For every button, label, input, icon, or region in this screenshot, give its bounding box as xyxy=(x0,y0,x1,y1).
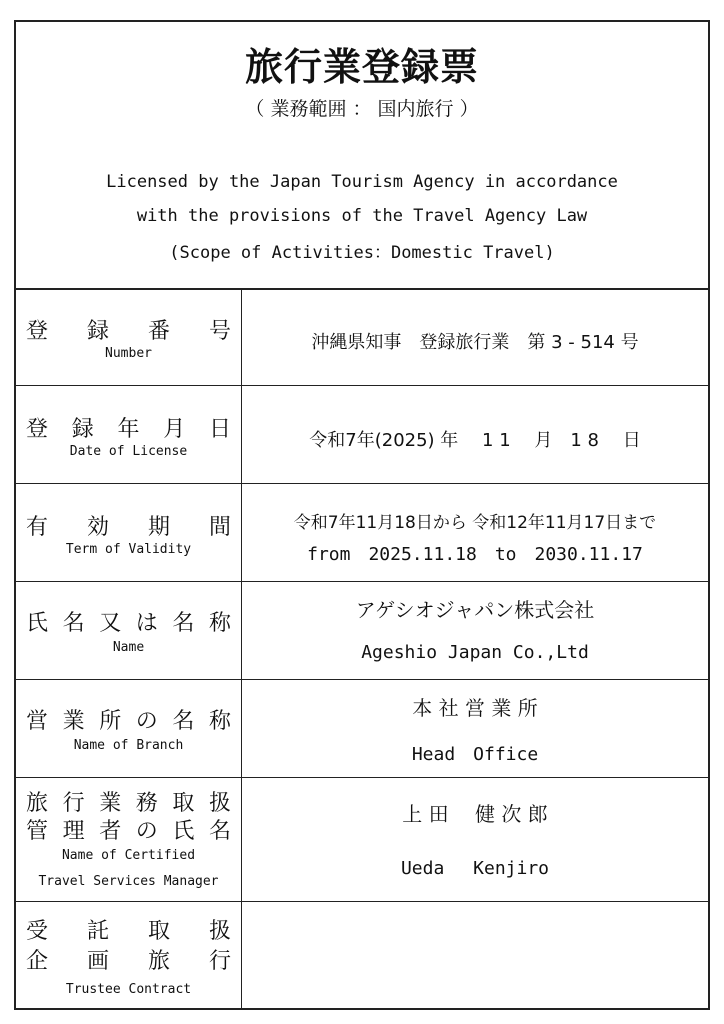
value-trustee-contract xyxy=(242,902,708,1008)
label-char: 名 xyxy=(62,611,85,636)
label-char: 氏 xyxy=(26,611,49,636)
branch-name-ja: 本 社 営 業 所 xyxy=(412,696,538,720)
value-name xyxy=(242,582,708,679)
label-char: 氏 xyxy=(172,819,195,844)
registration-number-text: 沖縄県知事 登録旅行業 第 3 - 514 号 xyxy=(311,332,639,353)
label-char: 画 xyxy=(86,949,109,974)
company-name-en: Ageshio Japan Co.,Ltd xyxy=(361,642,589,663)
label-char: 名 xyxy=(172,611,195,636)
label-ja-line-1 xyxy=(26,786,231,817)
label-char: 登 xyxy=(26,319,49,344)
certificate-title: 旅行業登録票 xyxy=(244,45,479,89)
label-char: 旅 xyxy=(147,949,170,974)
label-char: 旅 xyxy=(26,791,49,816)
label-char: 営 xyxy=(26,709,49,734)
value-branch xyxy=(242,680,708,777)
row-term-of-validity xyxy=(16,484,708,582)
label-ja-line-2 xyxy=(26,944,231,975)
label-en-line-1: Name of Certified xyxy=(61,848,196,863)
label-en-line-2: Travel Services Manager xyxy=(38,874,219,889)
label-char: 期 xyxy=(147,515,170,540)
label-name xyxy=(16,582,242,679)
value-date-of-license xyxy=(242,386,708,483)
label-ja xyxy=(26,412,231,443)
licensed-line-1: Licensed by the Japan Tourism Agency in accordance xyxy=(106,172,618,192)
label-char: 理 xyxy=(62,819,85,844)
label-char: 間 xyxy=(208,515,231,540)
branch-name-en: Head Office xyxy=(411,744,539,765)
label-date-of-license xyxy=(16,386,242,483)
label-en: Term of Validity xyxy=(65,542,192,557)
row-trustee-contract xyxy=(16,902,708,1008)
label-term-of-validity xyxy=(16,484,242,581)
label-char: 管 xyxy=(26,819,49,844)
label-char: の xyxy=(135,709,158,734)
label-char: 所 xyxy=(99,709,122,734)
row-name xyxy=(16,582,708,680)
row-certified-manager xyxy=(16,778,708,902)
label-char: 扱 xyxy=(208,919,231,944)
label-char: 月 xyxy=(163,417,186,442)
label-char: 企 xyxy=(26,949,49,974)
row-registration-number xyxy=(16,288,708,386)
label-en: Trustee Contract xyxy=(65,982,192,997)
label-char: は xyxy=(135,611,158,636)
label-certified-manager xyxy=(16,778,242,901)
label-en: Date of License xyxy=(69,444,188,459)
term-ja-text: 令和7年11月18日から 令和12年11月17日まで xyxy=(293,513,657,533)
label-branch xyxy=(16,680,242,777)
label-char: 録 xyxy=(86,319,109,344)
label-char: 効 xyxy=(86,515,109,540)
label-ja xyxy=(26,704,231,735)
label-char: 年 xyxy=(117,417,140,442)
label-char: 称 xyxy=(208,709,231,734)
scope-of-business-ja: （ 業務範囲 ： 国内旅行 ） xyxy=(245,98,479,120)
label-char: 業 xyxy=(62,709,85,734)
label-char: 称 xyxy=(208,611,231,636)
label-ja-line-2 xyxy=(26,814,231,845)
label-ja-line-1 xyxy=(26,914,231,945)
label-char: 業 xyxy=(99,791,122,816)
label-char: 又 xyxy=(99,611,122,636)
value-term-of-validity xyxy=(242,484,708,581)
label-char: の xyxy=(135,819,158,844)
label-char: 受 xyxy=(26,919,49,944)
label-en: Name xyxy=(112,640,145,655)
label-char: 託 xyxy=(86,919,109,944)
label-char: 名 xyxy=(208,819,231,844)
date-of-license-text: 令和7年(2025) 年 1 1 月 1 8 日 xyxy=(309,430,641,451)
label-char: 名 xyxy=(172,709,195,734)
label-trustee-contract xyxy=(16,902,242,1008)
manager-name-ja: 上 田 健 次 郎 xyxy=(402,802,548,826)
label-char: 行 xyxy=(62,791,85,816)
row-branch xyxy=(16,680,708,778)
label-en: Number xyxy=(105,346,152,361)
licensed-line-2: with the provisions of the Travel Agency Law xyxy=(136,206,588,226)
travel-agency-registration-certificate xyxy=(14,20,710,1010)
label-ja xyxy=(26,606,231,637)
row-date-of-license xyxy=(16,386,708,484)
label-char: 者 xyxy=(99,819,122,844)
company-name-ja: アゲシオジャパン株式会社 xyxy=(355,598,595,622)
value-certified-manager xyxy=(242,778,708,901)
label-char: 番 xyxy=(147,319,170,344)
label-char: 務 xyxy=(135,791,158,816)
term-en-text: from 2025.11.18 to 2030.11.17 xyxy=(307,544,643,565)
value-registration-number xyxy=(242,288,708,385)
label-char: 行 xyxy=(208,949,231,974)
certificate-header xyxy=(16,22,708,290)
label-ja xyxy=(26,314,231,345)
label-char: 扱 xyxy=(208,791,231,816)
label-char: 取 xyxy=(172,791,195,816)
label-en: Name of Branch xyxy=(73,738,184,753)
label-registration-number xyxy=(16,288,242,385)
label-char: 有 xyxy=(26,515,49,540)
label-char: 登 xyxy=(26,417,49,442)
licensed-line-3: (Scope of Activities：Domestic Travel) xyxy=(169,243,555,263)
label-char: 号 xyxy=(208,319,231,344)
label-char: 取 xyxy=(147,919,170,944)
label-char: 録 xyxy=(71,417,94,442)
manager-name-en: Ueda Kenjiro xyxy=(400,858,550,879)
label-ja xyxy=(26,510,231,541)
label-char: 日 xyxy=(208,417,231,442)
